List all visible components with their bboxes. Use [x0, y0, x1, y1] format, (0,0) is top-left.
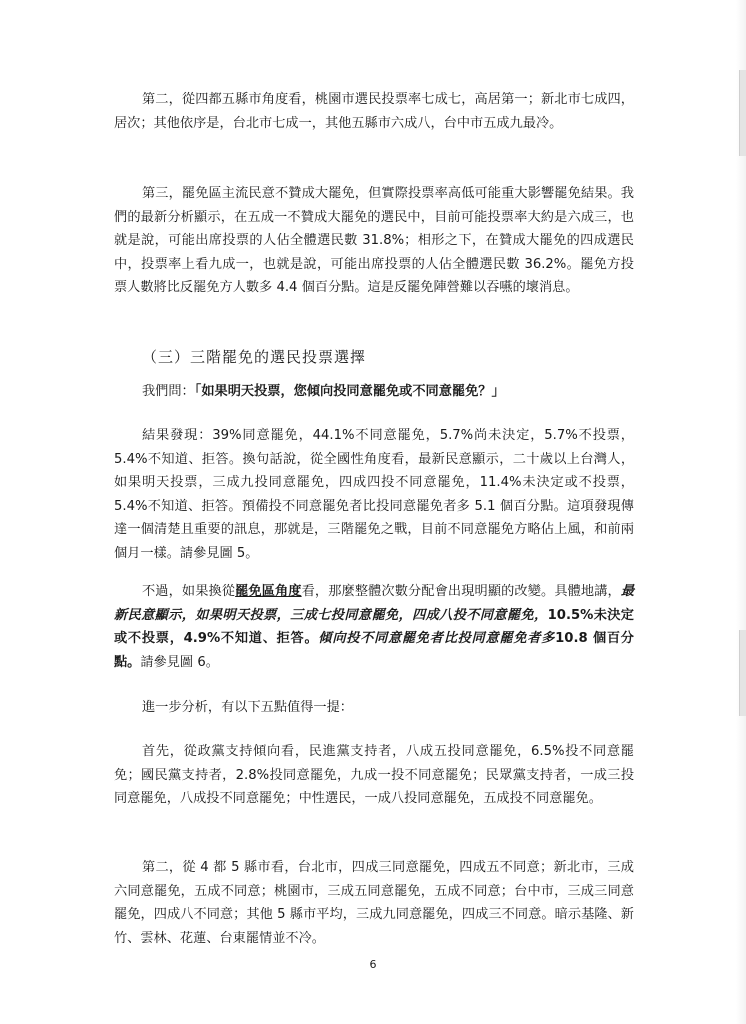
- question-prefix: 我們問：: [142, 384, 195, 399]
- paragraph-further-analysis: 進一步分析，有以下五點值得一提：: [142, 700, 353, 715]
- text-segment: 看，那麼整體次數分配會出現明顯的改變。具體地講，: [301, 584, 621, 599]
- emphasis-margin: 10.8 個百分點。: [114, 631, 634, 670]
- text-segment: 請參見圖 6。: [140, 654, 219, 670]
- emphasis-undecided: 10.5%未決定或不投票，4.9%不知道、拒答。: [114, 607, 634, 647]
- paragraph-city-turnout: 第二，從四都五縣市角度看，桃園市選民投票率七成七，高居第一；新北市七成四，居次；其他依序是，台北市七成一，其他五縣市六成八，台中市五成九最冷。: [114, 92, 634, 131]
- paragraph-city-breakdown: 第二，從 4 都 5 縣市看，台北市，四成三同意罷免，四成五不同意；新北市，三成六同意罷免，五成不同意；桃園市，三成五同意罷免，五成不同意；台中市，三成三同意罷免，四成八不同意；其他 5 縣市平均，三成九同意罷免，四成三不同意。暗示基隆、新竹、雲林、花蓮、台東罷情並不冷。: [114, 860, 634, 946]
- paragraph-turnout-analysis: 第三，罷免區主流民意不贊成大罷免，但實際投票率高低可能重大影響罷免結果。我們的最新分析顯示，在五成一不贊成大罷免的選民中，目前可能投票率大約是六成三，也就是說，可能出席投票的人佔全體選民數 31.8%；相形之下，在贊成大罷免的四成選民中，投票率上看九成一，也就是說，可能出席投票的人佔全體選民數 36.2%。罷免方投票人數將比反罷免方人數多 4.4 個百分點。這是反罷免陣營難以吞嚥的壞消息。: [114, 186, 634, 296]
- scroll-edge-tab: [739, 630, 746, 716]
- emphasis-recall-district: 罷免區角度: [235, 584, 302, 599]
- emphasis-latest-poll: 最新民意顯示，如果明天投票，三成七投同意罷免，四成八投不同意罷免，: [114, 584, 635, 623]
- section-heading: （三）三階罷免的選民投票選擇: [142, 348, 367, 366]
- paragraph-party-support: 首先，從政黨支持傾向看，民進黨支持者，八成五投同意罷免，6.5%投不同意罷免；國民黨支持者，2.8%投同意罷免，九成一投不同意罷免；民眾黨支持者，一成三投同意罷免，八成投不同意罷免；中性選民，一成八投同意罷免，五成投不同意罷免。: [114, 744, 634, 807]
- paragraph-national-results: 結果發現：39%同意罷免，44.1%不同意罷免，5.7%尚未決定，5.7%不投票，5.4%不知道、拒答。換句話說，從全國性角度看，最新民意顯示，二十歲以上台灣人，如果明天投票，三成九投同意罷免，四成四投不同意罷免，11.4%未決定或不投票，5.4%不知道、拒答。預備投不同意罷免者比投同意罷免者多 5.1 個百分點。這項發現傳達一個清楚且重要的訊息，那就是，三階罷免之戰，目前不同意罷免方略佔上風，和前兩個月一樣。請參見圖 5。: [114, 428, 634, 561]
- survey-question: [142, 380, 505, 399]
- paragraph-recall-district-results: [114, 580, 634, 674]
- emphasis-lean-against: 傾向投不同意罷免者比投同意罷免者多: [318, 631, 556, 647]
- text-segment: 不過，如果換從: [142, 584, 236, 599]
- scroll-edge-tab: [739, 70, 746, 156]
- page-number: 6: [369, 958, 377, 971]
- question-text: 「如果明天投票，您傾向投同意罷免或不同意罷免？」: [194, 384, 505, 399]
